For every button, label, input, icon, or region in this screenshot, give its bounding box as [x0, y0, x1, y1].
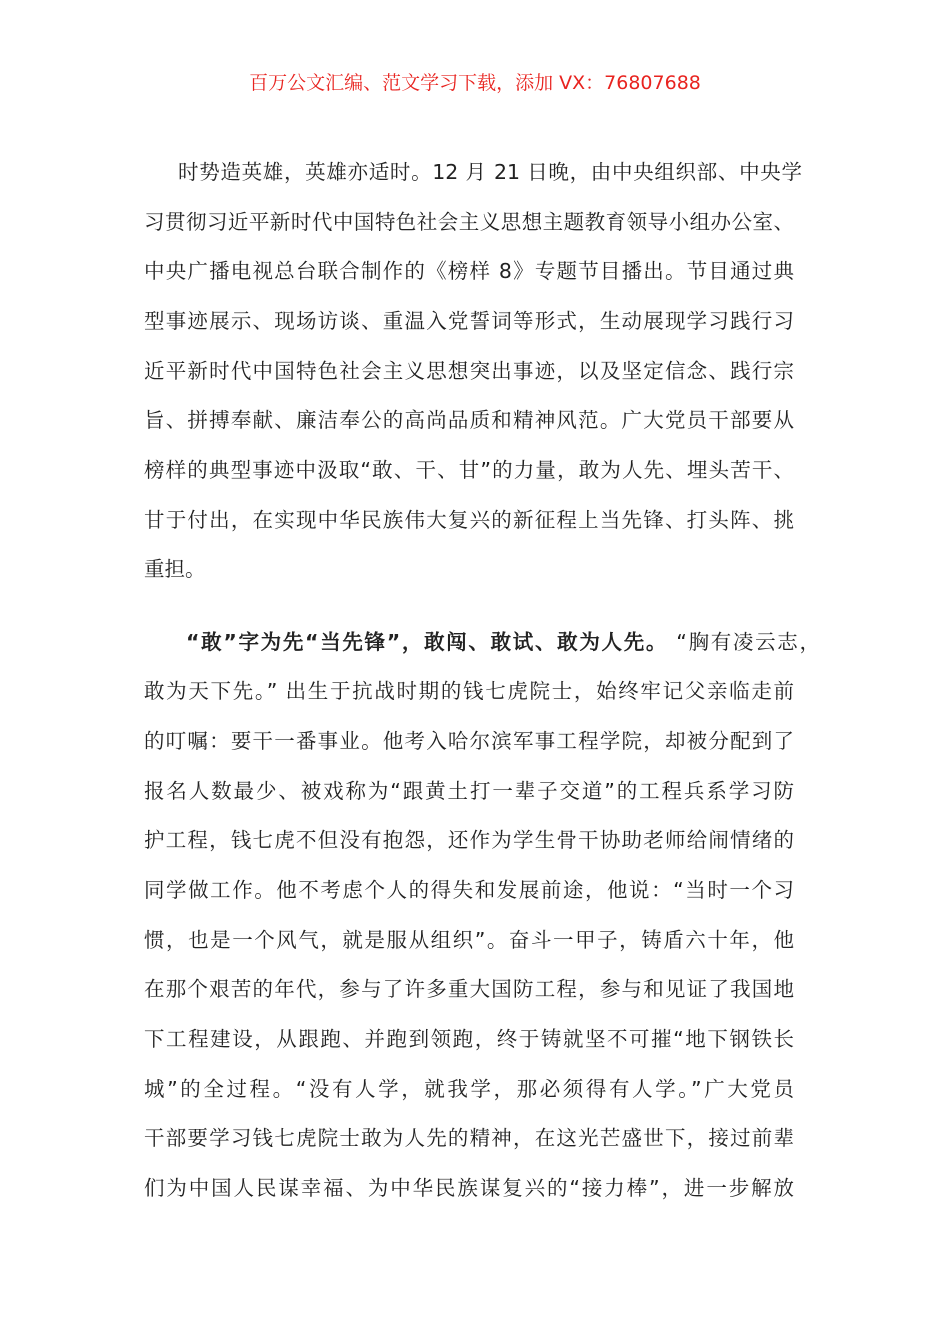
paragraph-line: 的叮嘱：要干一番事业。他考入哈尔滨军事工程学院，却被分配到了	[144, 729, 794, 753]
paragraph-line: 干部要学习钱七虎院士敢为人先的精神，在这光芒盛世下，接过前辈	[144, 1126, 794, 1150]
paragraph-text: “胸有凌云志，	[676, 630, 820, 654]
paragraph-line: 城”的全过程。“没有人学，就我学，那必须得有人学。”广大党员	[144, 1077, 794, 1101]
paragraph-line: 旨、拼搏奉献、廉洁奉公的高尚品质和精神风范。广大党员干部要从	[144, 408, 794, 432]
paragraph-line: 型事迹展示、现场访谈、重温入党誓词等形式，生动展现学习践行习	[144, 309, 794, 333]
paragraph-line: 在那个艰苦的年代，参与了许多重大国防工程，参与和见证了我国地	[144, 977, 794, 1001]
paragraph-line: 时势造英雄，英雄亦适时。12 月 21 日晚，由中央组织部、中央学	[178, 160, 802, 184]
watermark-header: 百万公文汇编、范文学习下载，添加 VX：76807688	[249, 72, 701, 94]
paragraph-line: 同学做工作。他不考虑个人的得失和发展前途，他说：“当时一个习	[144, 878, 794, 902]
paragraph-line: 近平新时代中国特色社会主义思想突出事迹，以及坚定信念、践行宗	[144, 359, 794, 383]
paragraph-line: 惯，也是一个风气，就是服从组织”。奋斗一甲子，铸盾六十年，他	[144, 928, 794, 952]
paragraph-line: 护工程，钱七虎不但没有抱怨，还作为学生骨干协助老师给闹情绪的	[144, 828, 794, 852]
paragraph-line: 榜样的典型事迹中汲取“敢、干、甘”的力量，敢为人先、埋头苦干、	[144, 458, 794, 482]
paragraph-line: 敢为天下先。” 出生于抗战时期的钱七虎院士，始终牢记父亲临走前	[144, 679, 794, 703]
paragraph-line: 们为中国人民谋幸福、为中华民族谋复兴的“接力棒”，进一步解放	[144, 1176, 794, 1200]
section-heading: “敢”字为先“当先锋”，敢闯、敢试、敢为人先。	[186, 630, 669, 654]
paragraph-line: 下工程建设，从跟跑、并跑到领跑，终于铸就坚不可摧“地下钢铁长	[144, 1027, 794, 1051]
paragraph-line: 甘于付出，在实现中华民族伟大复兴的新征程上当先锋、打头阵、挑	[144, 508, 794, 532]
paragraph-line: 习贯彻习近平新时代中国特色社会主义思想主题教育领导小组办公室、	[144, 210, 794, 234]
paragraph-line: 报名人数最少、被戏称为“跟黄土打一辈子交道”的工程兵系学习防	[144, 779, 794, 803]
paragraph-line: 重担。	[144, 557, 206, 581]
paragraph-first-line	[186, 629, 820, 655]
paragraph-line: 中央广播电视总台联合制作的《榜样 8》专题节目播出。节目通过典	[144, 259, 794, 283]
